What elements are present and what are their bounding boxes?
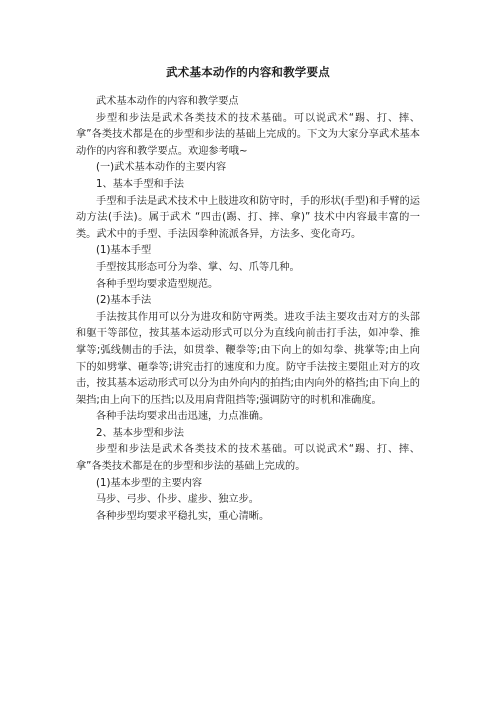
subsection-heading: (2)基本手法 xyxy=(96,295,152,307)
section-heading: (一)武术基本动作的主要内容 xyxy=(96,162,227,174)
paragraph: 各种手型均要求造型规范。 xyxy=(96,278,219,290)
paragraph: 步型和步法是武术各类技术的技术基础。可以说武术“踢、打、摔、拿”各类技术都是在的步型和步法的基础上完成的。下文为大家分享武术基本动作的内容和教学要点。欢迎参考哦~ xyxy=(76,112,420,157)
subsection-heading: (1)基本步型的主要内容 xyxy=(96,477,203,489)
section-heading: 2、基本步型和步法 xyxy=(96,427,184,439)
paragraph: 武术基本动作的内容和教学要点 xyxy=(96,96,239,107)
section-heading: 1、基本手型和手法 xyxy=(96,178,184,190)
document-title: 武术基本动作的内容和教学要点 xyxy=(166,65,330,79)
paragraph: 各种手法均要求出击迅速，力点准确。 xyxy=(96,411,270,423)
document-body xyxy=(76,94,420,525)
paragraph: 马步、弓步、仆步、虚步、独立步。 xyxy=(96,494,259,506)
paragraph: 手法按其作用可以分为进攻和防守两类。进攻手法主要攻击对方的头部和躯干等部位，按其基本运动形式可以分为直线向前击打手法，如冲拳、推掌等;弧线侧击的手法，如贯拳、鞭拳等;由下向上的如勾拳、挑掌等;由上向下的如劈掌、砸拳等;讲究击打的速度和力度。防守手法按主要阻止对方的攻击，按其基本运动形式可以分为由外向内的拍挡;由内向外的格挡;由下向上的架挡;由上向下的压挡;以及用肩背阻挡等;强调防守的时机和准确度。 xyxy=(76,311,420,406)
paragraph: 手型按其形态可分为拳、掌、勾、爪等几种。 xyxy=(96,261,300,273)
paragraph: 手型和手法是武术技术中上肢进攻和防守时，手的形状(手型)和手臂的运动方法(手法)。属于武术 “四击(踢、打、摔、拿)” 技术中内容最丰富的一类。武术中的手型、手法因拳种流派各异，方法多、变化奇巧。 xyxy=(76,195,420,240)
paragraph: 步型和步法是武术各类技术的技术基础。可以说武术“踢、打、摔、拿”各类技术都是在的步型和步法的基础上完成的。 xyxy=(76,444,420,473)
paragraph: 各种步型均要求平稳扎实，重心清晰。 xyxy=(96,510,270,522)
subsection-heading: (1)基本手型 xyxy=(96,245,152,257)
